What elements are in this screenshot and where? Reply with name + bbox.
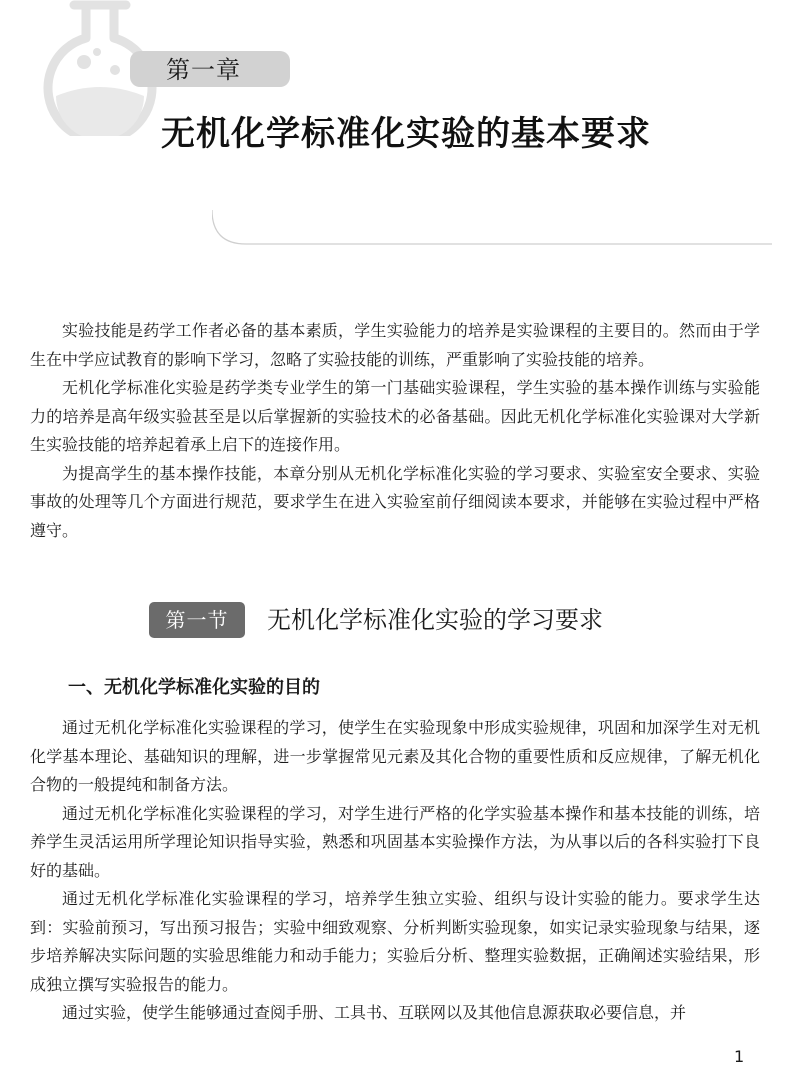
- content-paragraph: 通过无机化学标准化实验课程的学习，使学生在实验现象中形成实验规律，巩固和加深学生对无机化学基本理论、基础知识的理解，进一步掌握常见元素及其化合物的重要性质和反应规律，了解无机化合物的一般提纯和制备方法。: [30, 718, 760, 794]
- chapter-divider: [212, 210, 772, 256]
- content-paragraph: 通过无机化学标准化实验课程的学习，培养学生独立实验、组织与设计实验的能力。要求学生达到：实验前预习，写出预习报告；实验中细致观察、分析判断实验现象，如实记录实验现象与结果，逐步培养解决实际问题的实验思维能力和动手能力；实验后分析、整理实验数据，正确阐述实验结果，形成独立撰写实验报告的能力。: [30, 889, 760, 994]
- intro-paragraph: 实验技能是药学工作者必备的基本素质，学生实验能力的培养是实验课程的主要目的。然而由于学生在中学应试教育的影响下学习，忽略了实验技能的训练，严重影响了实验技能的培养。: [30, 321, 760, 369]
- section-content: [30, 714, 760, 1028]
- section-badge: 第一节: [149, 602, 245, 638]
- subsection-title: 一、无机化学标准化实验的目的: [68, 677, 320, 698]
- intro-text: [30, 317, 760, 545]
- chapter-label: 第一章: [166, 56, 241, 84]
- content-paragraph: 通过实验，使学生能够通过查阅手册、工具书、互联网以及其他信息源获取必要信息，并: [62, 1003, 687, 1022]
- section-title: 无机化学标准化实验的学习要求: [267, 606, 603, 634]
- intro-paragraph: 无机化学标准化实验是药学类专业学生的第一门基础实验课程，学生实验的基本操作训练与实验能力的培养是高年级实验甚至是以后掌握新的实验技术的必备基础。因此无机化学标准化实验课对大学新生实验技能的培养起着承上启下的连接作用。: [30, 378, 760, 454]
- chapter-title: 无机化学标准化实验的基本要求: [161, 114, 651, 154]
- page-number: 1: [734, 1047, 745, 1066]
- content-paragraph: 通过无机化学标准化实验课程的学习，对学生进行严格的化学实验基本操作和基本技能的训练，培养学生灵活运用所学理论知识指导实验，熟悉和巩固基本实验操作方法，为从事以后的各科实验打下良好的基础。: [30, 803, 760, 880]
- intro-paragraph: 为提高学生的基本操作技能，本章分别从无机化学标准化实验的学习要求、实验室安全要求、实验事故的处理等几个方面进行规范，要求学生在进入实验室前仔细阅读本要求，并能够在实验过程中严格遵守。: [30, 463, 760, 540]
